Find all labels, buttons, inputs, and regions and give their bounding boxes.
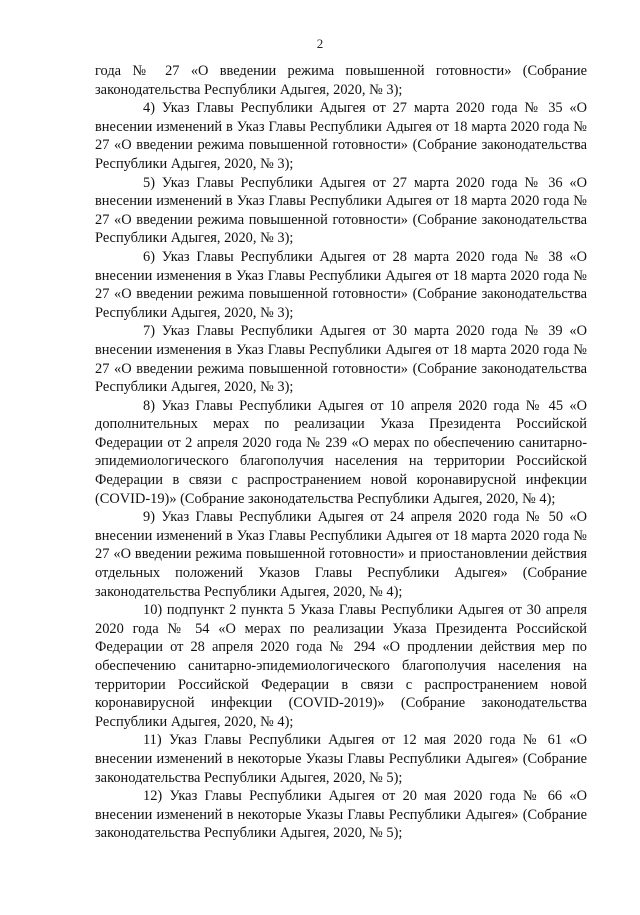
document-body bbox=[95, 62, 587, 843]
list-item-11: 11) Указ Главы Республики Адыгея от 12 мая 2020 года № 61 «О внесении изменений в некоторые Указы Главы Республики Адыгея» (Собрание законодательства Республики Адыгея, 2020, № 5); bbox=[95, 732, 587, 786]
list-item-7: 7) Указ Главы Республики Адыгея от 30 марта 2020 года № 39 «О внесении изменения в Указ Главы Республики Адыгея от 18 марта 2020 года № 27 «О введении режима повышенной готовности» (Собрание законодательства Республики Адыгея, 2020, № 3); bbox=[95, 323, 587, 396]
list-item-4: 4) Указ Главы Республики Адыгея от 27 марта 2020 года № 35 «О внесении изменений в Указ Главы Республики Адыгея от 18 марта 2020 года № 27 «О введении режима повышенной готовности» (Собрание законодательства Республики Адыгея, 2020, № 3); bbox=[95, 100, 587, 172]
list-item-5: 5) Указ Главы Республики Адыгея от 27 марта 2020 года № 36 «О внесении изменений в Указ Главы Республики Адыгея от 18 марта 2020 года № 27 «О введении режима повышенной готовности» (Собрание законодательства Республики Адыгея, 2020, № 3); bbox=[95, 174, 587, 247]
list-item-6: 6) Указ Главы Республики Адыгея от 28 марта 2020 года № 38 «О внесении изменения в Указ Главы Республики Адыгея от 18 марта 2020 года № 27 «О введении режима повышенной готовности» (Собрание законодательства Республики Адыгея, 2020, № 3); bbox=[95, 248, 587, 321]
paragraph-continued: года № 27 «О введении режима повышенной готовности» (Собрание законодательства Республики Адыгея, 2020, № 3); bbox=[95, 63, 587, 98]
list-item-8: 8) Указ Главы Республики Адыгея от 10 апреля 2020 года № 45 «О дополнительных мерах по реализации Указа Президента Российской Федерации от 2 апреля 2020 года № 239 «О мерах по обеспечению санитарно-эпидемиологического благополучия населения на территории Российской Федерации в связи с распространением новой коронавирусной инфекции (COVID-19)» (Собрание законодательства Республики Адыгея, 2020, № 4); bbox=[95, 397, 587, 507]
page-number: 2 bbox=[316, 36, 324, 51]
list-item-10: 10) подпункт 2 пункта 5 Указа Главы Республики Адыгея от 30 апреля 2020 года № 54 «О мерах по реализации Указа Президента Российской Федерации от 28 апреля 2020 года № 294 «О продлении действия мер по обеспечению санитарно-эпидемиологического благополучия населения на территории Российской Федерации в связи с распространением новой коронавирусной инфекции (COVID-2019)» (Собрание законодательства Республики Адыгея, 2020, № 4); bbox=[95, 602, 587, 730]
list-item-9: 9) Указ Главы Республики Адыгея от 24 апреля 2020 года № 50 «О внесении изменений в Указ Главы Республики Адыгея от 18 марта 2020 года № 27 «О введении режима повышенной готовности» и приостановлении действия отдельных положений Указов Главы Республики Адыгея» (Собрание законодательства Республики Адыгея, 2020, № 4); bbox=[95, 509, 587, 600]
list-item-12: 12) Указ Главы Республики Адыгея от 20 мая 2020 года № 66 «О внесении изменений в некоторые Указы Главы Республики Адыгея» (Собрание законодательства Республики Адыгея, 2020, № 5); bbox=[95, 788, 587, 842]
